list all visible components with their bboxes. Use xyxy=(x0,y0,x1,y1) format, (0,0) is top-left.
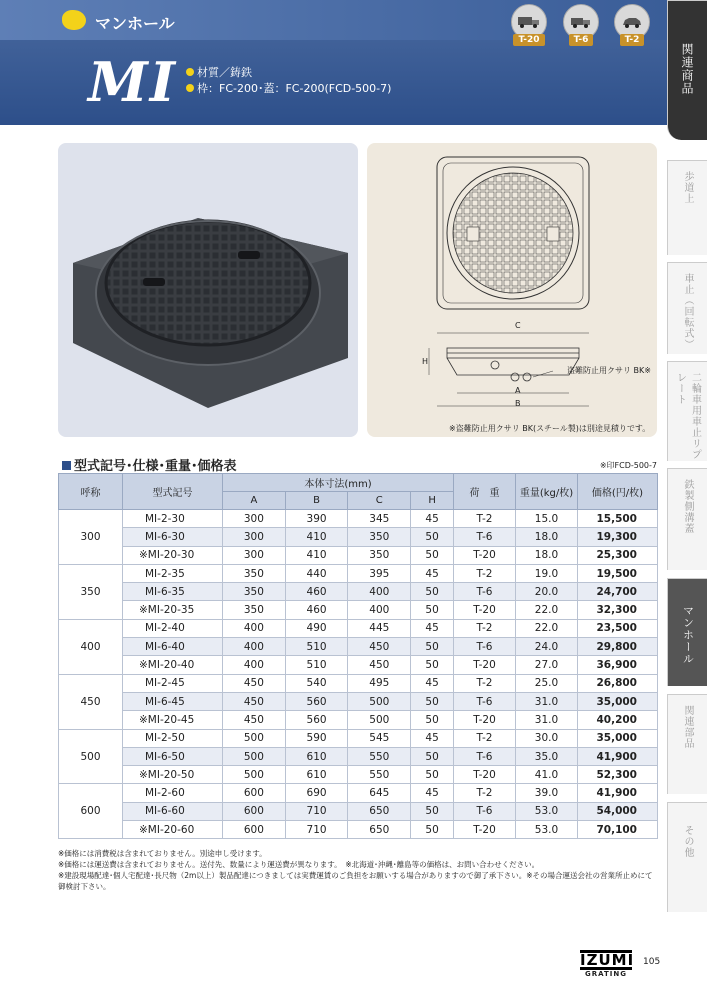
cell-h: 50 xyxy=(411,766,454,784)
cell-load: T-2 xyxy=(454,564,516,582)
table-row xyxy=(59,729,658,747)
cell-nominal: 400 xyxy=(59,619,123,674)
col-h: H xyxy=(411,492,454,510)
cell-b: 440 xyxy=(285,564,348,582)
company-logo: IZUMI GRATING xyxy=(580,951,635,978)
cell-h: 50 xyxy=(411,638,454,656)
cell-load: T-6 xyxy=(454,528,516,546)
table-row xyxy=(59,564,658,582)
cell-nominal: 500 xyxy=(59,729,123,784)
tab-related-parts[interactable]: 関連部品 xyxy=(667,694,707,794)
page-number: 105 xyxy=(643,957,661,967)
cell-price: 52,300 xyxy=(578,766,658,784)
cell-b: 690 xyxy=(285,784,348,802)
cell-price: 19,300 xyxy=(578,528,658,546)
cell-weight: 19.0 xyxy=(516,564,578,582)
table-row xyxy=(59,711,658,729)
cell-c: 450 xyxy=(348,638,411,656)
cell-load: T-2 xyxy=(454,729,516,747)
cell-model: ※MI-20-40 xyxy=(123,656,223,674)
cell-b: 390 xyxy=(285,510,348,528)
cell-b: 410 xyxy=(285,528,348,546)
tab-bicycle-stop[interactable]: 二輪車用車止リプレート xyxy=(667,361,707,461)
cell-h: 45 xyxy=(411,564,454,582)
cell-nominal: 600 xyxy=(59,784,123,839)
table-row xyxy=(59,821,658,839)
cell-c: 350 xyxy=(348,528,411,546)
table-row xyxy=(59,583,658,601)
cell-b: 460 xyxy=(285,601,348,619)
col-model: 型式記号 xyxy=(123,474,223,510)
cell-price: 36,900 xyxy=(578,656,658,674)
cell-price: 41,900 xyxy=(578,747,658,765)
table-row xyxy=(59,747,658,765)
product-photo xyxy=(58,143,358,437)
cell-model: MI-6-50 xyxy=(123,747,223,765)
cell-a: 600 xyxy=(223,821,286,839)
cell-model: MI-2-30 xyxy=(123,510,223,528)
cell-price: 35,000 xyxy=(578,692,658,710)
cell-price: 29,800 xyxy=(578,638,658,656)
cell-c: 400 xyxy=(348,601,411,619)
cell-a: 500 xyxy=(223,729,286,747)
cell-a: 450 xyxy=(223,711,286,729)
table-row xyxy=(59,601,658,619)
cell-a: 300 xyxy=(223,510,286,528)
cell-model: MI-6-35 xyxy=(123,583,223,601)
cell-weight: 30.0 xyxy=(516,729,578,747)
cell-h: 45 xyxy=(411,619,454,637)
cell-c: 350 xyxy=(348,546,411,564)
footnotes xyxy=(58,848,658,892)
cell-load: T-6 xyxy=(454,692,516,710)
dim-b-label: B xyxy=(515,399,521,408)
cell-price: 35,000 xyxy=(578,729,658,747)
cell-a: 350 xyxy=(223,564,286,582)
cell-price: 19,500 xyxy=(578,564,658,582)
truck-badge-t2: T-2 xyxy=(614,4,650,46)
category-title: マンホール xyxy=(95,14,175,33)
cell-model: MI-2-35 xyxy=(123,564,223,582)
cell-nominal: 300 xyxy=(59,510,123,565)
cell-model: MI-2-40 xyxy=(123,619,223,637)
cell-price: 25,300 xyxy=(578,546,658,564)
table-row xyxy=(59,802,658,820)
cell-model: MI-6-40 xyxy=(123,638,223,656)
tab-car-stop[interactable]: 車止（回転式） xyxy=(667,262,707,354)
footnote: ※建設現場配達･個人宅配達･長尺物（2m以上）製品配達につきましては実費運賃のご負担をお願いする場合がありますので御了承下さい。※その場合運送会社の営業所止めにて御検討下さい。 xyxy=(58,871,653,891)
cell-price: 41,900 xyxy=(578,784,658,802)
cell-h: 45 xyxy=(411,784,454,802)
cell-weight: 25.0 xyxy=(516,674,578,692)
cell-model: MI-2-45 xyxy=(123,674,223,692)
cell-b: 560 xyxy=(285,711,348,729)
cell-a: 350 xyxy=(223,583,286,601)
col-load: 荷 重 xyxy=(454,474,516,510)
cell-weight: 31.0 xyxy=(516,711,578,729)
cell-c: 400 xyxy=(348,583,411,601)
cell-load: T-20 xyxy=(454,766,516,784)
cell-weight: 53.0 xyxy=(516,821,578,839)
cell-load: T-6 xyxy=(454,638,516,656)
cell-price: 26,800 xyxy=(578,674,658,692)
drawing-note: ※盗難防止用クサリ BK(スチール製)は別途見積りです。 xyxy=(449,424,651,433)
bullet-icon xyxy=(186,84,194,92)
cell-price: 54,000 xyxy=(578,802,658,820)
cell-load: T-20 xyxy=(454,601,516,619)
tab-other[interactable]: その他 xyxy=(667,802,707,912)
cell-a: 400 xyxy=(223,656,286,674)
cell-h: 50 xyxy=(411,583,454,601)
cell-model: MI-2-60 xyxy=(123,784,223,802)
cell-a: 500 xyxy=(223,747,286,765)
cell-load: T-2 xyxy=(454,619,516,637)
cell-model: MI-6-30 xyxy=(123,528,223,546)
table-row xyxy=(59,674,658,692)
tab-related-products[interactable]: 関連商品 xyxy=(667,0,707,140)
table-row xyxy=(59,784,658,802)
cell-model: MI-2-50 xyxy=(123,729,223,747)
cell-load: T-2 xyxy=(454,784,516,802)
cell-weight: 18.0 xyxy=(516,528,578,546)
cell-c: 500 xyxy=(348,711,411,729)
cell-b: 610 xyxy=(285,766,348,784)
cell-a: 500 xyxy=(223,766,286,784)
cell-a: 350 xyxy=(223,601,286,619)
category-logo-icon xyxy=(62,10,86,30)
cell-load: T-6 xyxy=(454,802,516,820)
col-b: B xyxy=(285,492,348,510)
col-weight: 重量(kg/枚) xyxy=(516,474,578,510)
cell-c: 450 xyxy=(348,656,411,674)
cell-a: 600 xyxy=(223,802,286,820)
cell-load: T-6 xyxy=(454,583,516,601)
cell-b: 410 xyxy=(285,546,348,564)
model-title: MI xyxy=(88,50,178,114)
bullet-icon xyxy=(186,68,194,76)
dim-h-label: H xyxy=(422,357,429,366)
cell-c: 550 xyxy=(348,766,411,784)
cell-b: 510 xyxy=(285,656,348,674)
cell-c: 645 xyxy=(348,784,411,802)
dim-a-label: A xyxy=(515,386,521,395)
cell-a: 300 xyxy=(223,528,286,546)
cell-load: T-6 xyxy=(454,747,516,765)
cell-c: 545 xyxy=(348,729,411,747)
cell-a: 300 xyxy=(223,546,286,564)
cell-h: 50 xyxy=(411,821,454,839)
cell-weight: 15.0 xyxy=(516,510,578,528)
tab-gutter-cover[interactable]: 鉄製側溝蓋 xyxy=(667,468,707,570)
cell-model: ※MI-20-50 xyxy=(123,766,223,784)
cell-price: 40,200 xyxy=(578,711,658,729)
tab-sidewalk[interactable]: 歩道上 xyxy=(667,160,707,255)
cell-load: T-2 xyxy=(454,674,516,692)
cell-weight: 24.0 xyxy=(516,638,578,656)
col-c: C xyxy=(348,492,411,510)
spec-price-table xyxy=(58,473,658,839)
col-a: A xyxy=(223,492,286,510)
fcd-note: ※印FCD-500-7 xyxy=(599,461,657,470)
dim-c-label: C xyxy=(515,321,521,330)
cell-c: 345 xyxy=(348,510,411,528)
cell-load: T-20 xyxy=(454,711,516,729)
cell-h: 45 xyxy=(411,510,454,528)
cell-c: 395 xyxy=(348,564,411,582)
cell-weight: 53.0 xyxy=(516,802,578,820)
cell-a: 450 xyxy=(223,692,286,710)
table-row xyxy=(59,546,658,564)
footnote: ※価格には消費税は含まれておりません。別途申し受けます。 xyxy=(58,849,267,858)
cell-h: 50 xyxy=(411,656,454,674)
cell-weight: 20.0 xyxy=(516,583,578,601)
cell-price: 23,500 xyxy=(578,619,658,637)
cell-load: T-20 xyxy=(454,546,516,564)
cell-model: MI-6-60 xyxy=(123,802,223,820)
cell-nominal: 450 xyxy=(59,674,123,729)
table-section-title: 型式記号･仕様･重量･価格表 xyxy=(62,455,237,474)
cell-weight: 39.0 xyxy=(516,784,578,802)
cell-nominal: 350 xyxy=(59,564,123,619)
cell-model: ※MI-20-30 xyxy=(123,546,223,564)
cell-b: 540 xyxy=(285,674,348,692)
chain-label: 盗難防止用クサリ BK※ xyxy=(567,366,651,375)
cell-b: 710 xyxy=(285,802,348,820)
cell-price: 15,500 xyxy=(578,510,658,528)
cell-weight: 22.0 xyxy=(516,619,578,637)
cell-load: T-20 xyxy=(454,821,516,839)
cell-h: 45 xyxy=(411,729,454,747)
cell-h: 50 xyxy=(411,692,454,710)
cell-b: 710 xyxy=(285,821,348,839)
cell-load: T-2 xyxy=(454,510,516,528)
cell-weight: 35.0 xyxy=(516,747,578,765)
cell-h: 50 xyxy=(411,802,454,820)
cell-price: 24,700 xyxy=(578,583,658,601)
square-bullet-icon xyxy=(62,461,71,470)
sidebar-nav xyxy=(667,0,707,1000)
cell-h: 50 xyxy=(411,747,454,765)
cell-b: 590 xyxy=(285,729,348,747)
cell-model: ※MI-20-35 xyxy=(123,601,223,619)
cell-load: T-20 xyxy=(454,656,516,674)
cell-h: 45 xyxy=(411,674,454,692)
footnote: ※価格には運送費は含まれておりません。送付先、数量により運送費が異なります。 ※北海道･沖縄･離島等の価格は、お問い合わせください。 xyxy=(58,860,540,869)
cell-weight: 31.0 xyxy=(516,692,578,710)
cell-b: 560 xyxy=(285,692,348,710)
cell-a: 600 xyxy=(223,784,286,802)
cell-b: 510 xyxy=(285,638,348,656)
truck-badge-t6: T-6 xyxy=(563,4,599,46)
cell-b: 490 xyxy=(285,619,348,637)
cell-a: 450 xyxy=(223,674,286,692)
spec-frame: 枠：FC-200･蓋：FC-200(FCD-500-7) xyxy=(186,80,391,96)
cell-a: 400 xyxy=(223,638,286,656)
tab-manhole[interactable]: マンホール xyxy=(667,578,707,686)
cell-b: 610 xyxy=(285,747,348,765)
cell-h: 50 xyxy=(411,546,454,564)
cell-c: 550 xyxy=(348,747,411,765)
table-row xyxy=(59,656,658,674)
cell-model: MI-6-45 xyxy=(123,692,223,710)
cell-c: 650 xyxy=(348,821,411,839)
cell-weight: 41.0 xyxy=(516,766,578,784)
cell-weight: 22.0 xyxy=(516,601,578,619)
col-nominal: 呼称 xyxy=(59,474,123,510)
table-row xyxy=(59,510,658,528)
spec-material: 材質／鋳鉄 xyxy=(186,64,252,80)
table-row xyxy=(59,638,658,656)
technical-drawing xyxy=(367,143,657,437)
table-row xyxy=(59,528,658,546)
cell-model: ※MI-20-45 xyxy=(123,711,223,729)
cell-h: 50 xyxy=(411,711,454,729)
cell-h: 50 xyxy=(411,601,454,619)
cell-model: ※MI-20-60 xyxy=(123,821,223,839)
table-row xyxy=(59,692,658,710)
col-dims: 本体寸法(mm) xyxy=(223,474,454,492)
cell-c: 445 xyxy=(348,619,411,637)
cell-weight: 18.0 xyxy=(516,546,578,564)
table-row xyxy=(59,619,658,637)
cell-h: 50 xyxy=(411,528,454,546)
cell-weight: 27.0 xyxy=(516,656,578,674)
col-price: 価格(円/枚) xyxy=(578,474,658,510)
cell-price: 32,300 xyxy=(578,601,658,619)
cell-b: 460 xyxy=(285,583,348,601)
cell-c: 500 xyxy=(348,692,411,710)
cell-a: 400 xyxy=(223,619,286,637)
cell-price: 70,100 xyxy=(578,821,658,839)
truck-badge-t20: T-20 xyxy=(511,4,547,46)
table-row xyxy=(59,766,658,784)
cell-c: 650 xyxy=(348,802,411,820)
cell-c: 495 xyxy=(348,674,411,692)
